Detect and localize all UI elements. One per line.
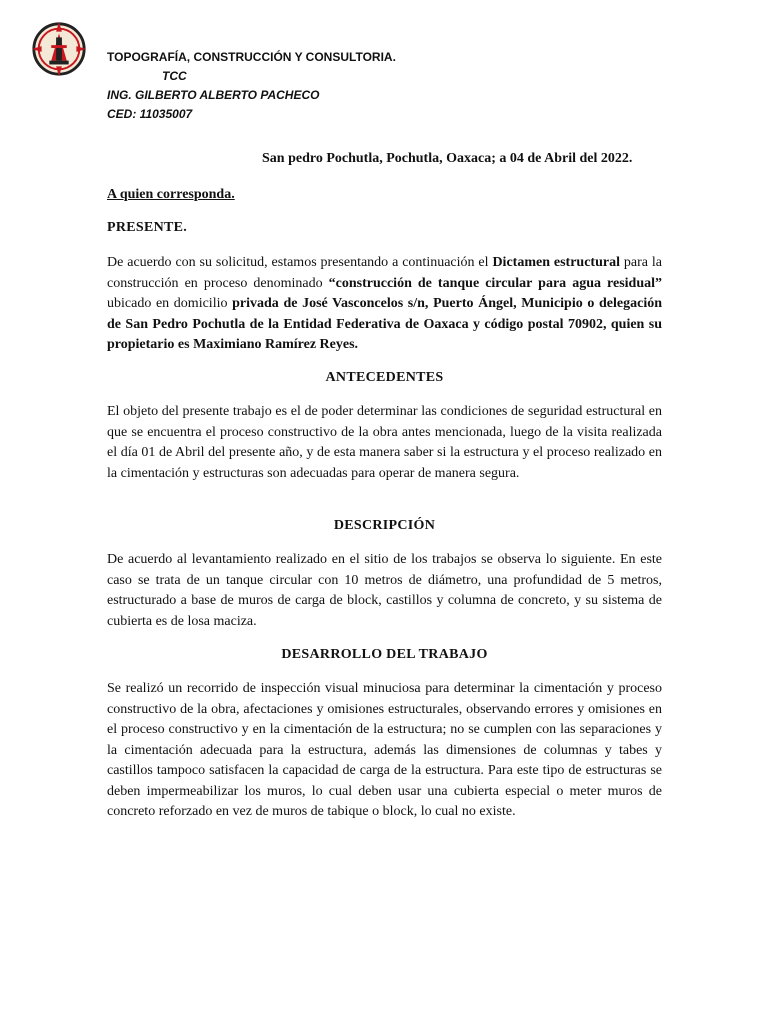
greeting: PRESENTE. <box>107 220 188 235</box>
section-body-descripcion: De acuerdo al levantamiento realizado en el sitio de los trabajos se observa lo siguiente. En este caso se trata de un tanque circular con 10 metros de diámetro, una profundidad de 5 metros, estructurado a base de muros de carga de block, castillos y columna de concreto, y su sistema de cubierta es de losa maciza. <box>107 552 662 629</box>
intro-paragraph: De acuerdo con su solicitud, estamos presentando a continuación el Dictamen estructural para la construcción en proceso denominado “construcción de tanque circular para agua residual” ubicado en domicilio privada de José Vasconcelos s/n, Puerto Ángel, Municipio o delegación de San Pedro Pochutla de la Entidad Federativa de Oaxaca y código postal 70902, quien su propietario es Maximiano Ramírez Reyes. <box>107 255 663 352</box>
company-abbreviation: TCC <box>162 69 187 83</box>
section-heading-desarrollo: DESARROLLO DEL TRABAJO <box>281 647 488 662</box>
date-line: San pedro Pochutla, Pochutla, Oaxaca; a 04 de Abril del 2022. <box>262 151 633 166</box>
company-logo-icon <box>30 20 88 78</box>
section-heading-descripcion: DESCRIPCIÓN <box>333 518 436 533</box>
recipient: A quien corresponda. <box>107 187 235 202</box>
license-number: CED: 11035007 <box>107 107 193 121</box>
section-body-desarrollo: Se realizó un recorrido de inspección visual minuciosa para determinar la cimentación y proceso constructivo de la obra, afectaciones y omisiones estructurales, observando errores y omisiones en el proceso constructivo y en la cimentación de la estructura; no se cumplen con las separaciones y la cimentación adecuada para la estructura, además las dimensiones de columnas y tabes y castillos tampoco satisfacen la capacidad de carga de la estructura. Para este tipo de estructuras se deben impermeabilizar los muros, lo cual deben usar una cubierta especial o meter muros de concreto reforzado en vez de muros de tabique o block, lo cual no existe. <box>107 681 662 819</box>
section-body-antecedentes: El objeto del presente trabajo es el de poder determinar las condiciones de seguridad estructural en que se encuentra el proceso constructivo de la obra antes mencionada, luego de la visita realizada el día 01 de Abril del presente año, y de esta manera saber si la estructura y el proceso realizado en la cimentación y estructuras son adecuadas para operar de manera segura. <box>107 404 662 481</box>
section-heading-antecedentes: ANTECEDENTES <box>325 370 444 385</box>
company-name: TOPOGRAFÍA, CONSTRUCCIÓN Y CONSULTORIA. <box>107 50 396 64</box>
letterhead <box>107 48 396 124</box>
engineer-name: ING. GILBERTO ALBERTO PACHECO <box>107 88 320 102</box>
